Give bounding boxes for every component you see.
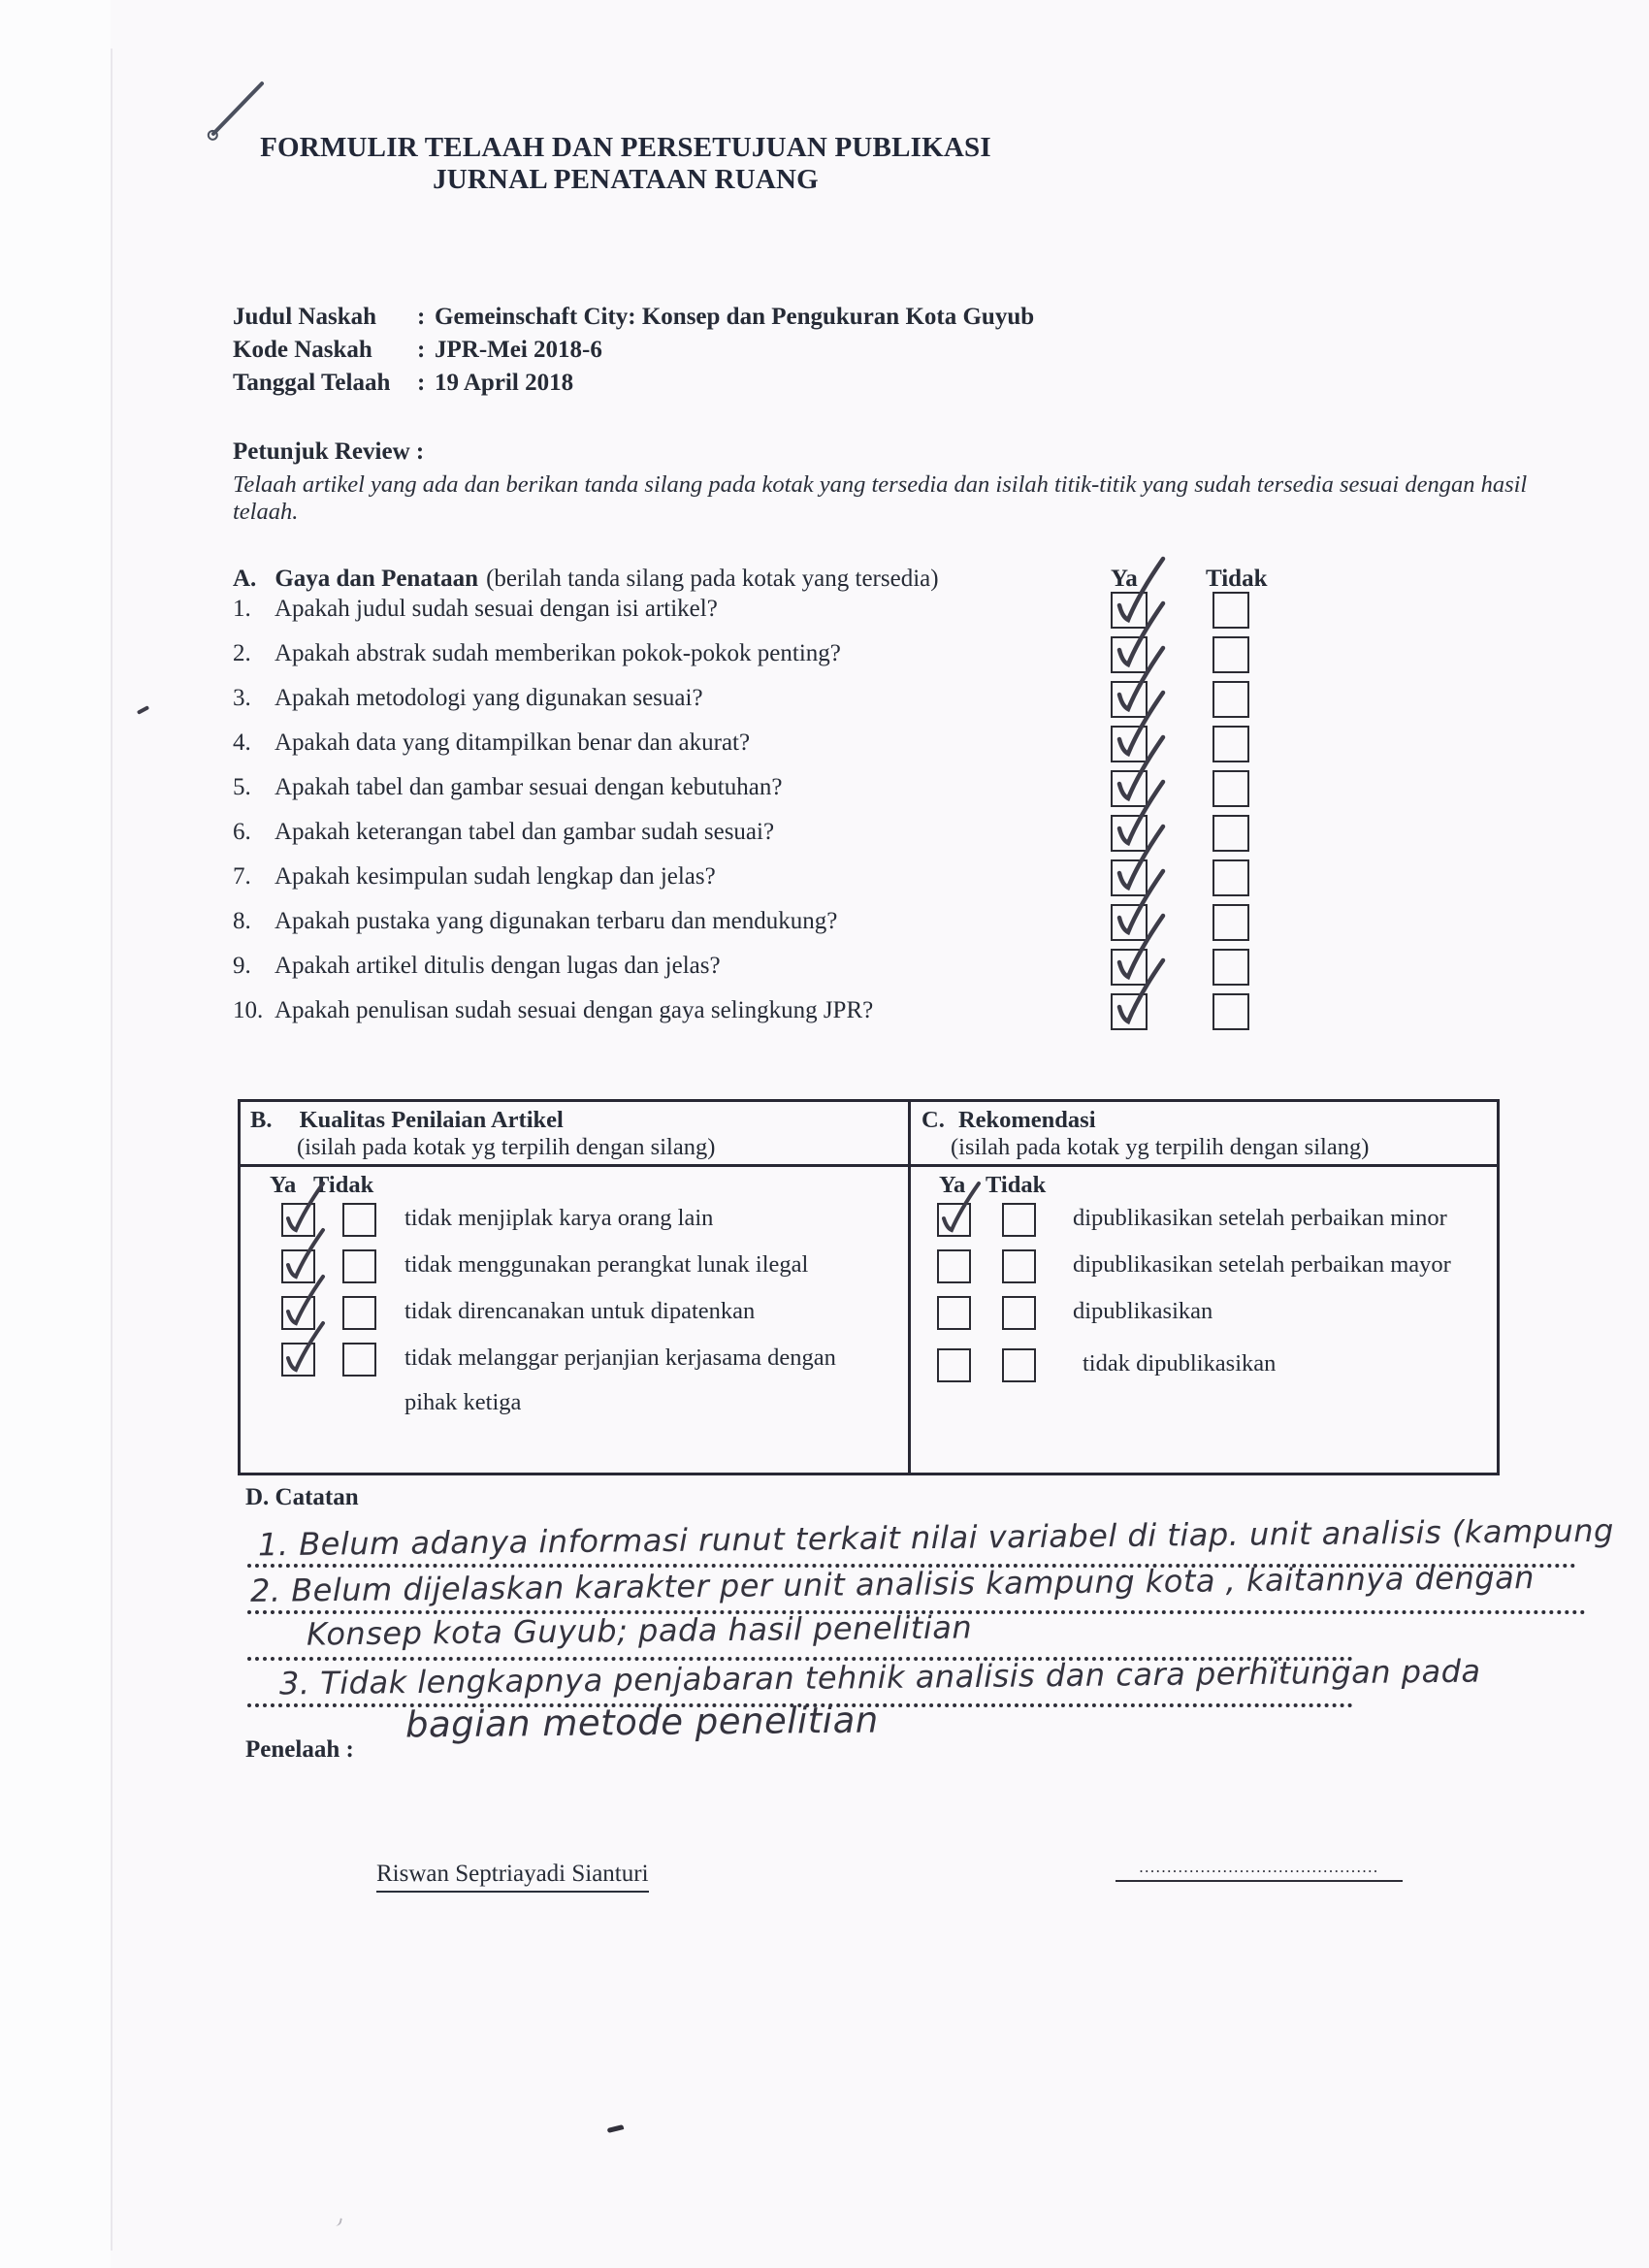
meta-colon: : <box>417 337 426 363</box>
section-b-col-tidak: Tidak <box>313 1172 374 1198</box>
question-row <box>233 592 1513 632</box>
section-d-heading: D. Catatan <box>245 1484 359 1510</box>
meta-colon: : <box>417 304 426 330</box>
checkbox-tidak[interactable] <box>1212 949 1249 986</box>
question-number: 6. <box>233 819 251 845</box>
checkbox-b-tidak[interactable] <box>342 1249 376 1283</box>
checkbox-b-ya[interactable] <box>281 1343 315 1377</box>
section-b-item-text2: pihak ketiga <box>404 1389 522 1415</box>
section-c-item-text: dipublikasikan <box>1073 1298 1213 1324</box>
question-row <box>233 726 1513 766</box>
checkbox-tidak[interactable] <box>1212 681 1249 718</box>
question-text: Apakah artikel ditulis dengan lugas dan jelas? <box>275 953 721 979</box>
section-b-header <box>250 1107 564 1134</box>
section-b-letter: B. <box>250 1107 273 1133</box>
assessment-table <box>238 1099 1500 1475</box>
handwritten-note-2: 2. Belum dijelaskan karakter per unit analisis kampung kota , kaitannya dengan <box>249 1559 1536 1609</box>
pen-bottom-mark <box>607 2124 625 2133</box>
section-c-header <box>922 1107 1096 1134</box>
checkbox-tidak[interactable] <box>1212 859 1249 896</box>
section-c-col-ya: Ya <box>939 1172 966 1198</box>
question-number: 9. <box>233 953 251 979</box>
meta-row-judul <box>233 301 1034 334</box>
column-header-tidak: Tidak <box>1206 566 1268 592</box>
question-text: Apakah judul sudah sesuai dengan isi artikel? <box>275 596 718 622</box>
question-row <box>233 815 1513 856</box>
checkbox-c-tidak[interactable] <box>1002 1296 1036 1330</box>
section-a-header <box>233 566 939 593</box>
section-c-subtitle: (isilah pada kotak yg terpilih dengan silang) <box>951 1134 1370 1160</box>
section-a-letter: A. <box>233 566 257 592</box>
question-text: Apakah data yang ditampilkan benar dan akurat? <box>275 729 751 756</box>
question-row <box>233 636 1513 677</box>
checkbox-tidak[interactable] <box>1212 815 1249 852</box>
checkbox-b-tidak[interactable] <box>342 1343 376 1377</box>
checkbox-tidak[interactable] <box>1212 770 1249 807</box>
form-title-line1: FORMULIR TELAAH DAN PERSETUJUAN PUBLIKASI <box>260 132 991 163</box>
question-row <box>233 681 1513 722</box>
meta-row-tanggal <box>233 367 1034 400</box>
table-column-divider <box>908 1102 911 1473</box>
meta-label: Tanggal Telaah <box>233 370 391 396</box>
question-text: Apakah kesimpulan sudah lengkap dan jelas? <box>275 863 716 890</box>
handwritten-note-1: 1. Belum adanya informasi runut terkait nilai variabel di tiap. unit analisis (kampung <box>257 1511 1615 1564</box>
page-fold-line <box>111 49 113 2251</box>
section-b-item-text: tidak menggunakan perangkat lunak ilegal <box>404 1251 809 1278</box>
question-number: 8. <box>233 908 251 934</box>
section-b-item-text: tidak melanggar perjanjian kerjasama dengan <box>404 1345 836 1371</box>
reviewer-label: Penelaah : <box>245 1736 354 1763</box>
checkbox-c-ya[interactable] <box>937 1296 971 1330</box>
checkbox-tidak[interactable] <box>1212 904 1249 941</box>
meta-row-kode <box>233 334 1034 367</box>
pen-faint-mark <box>333 2217 342 2226</box>
question-number: 2. <box>233 640 251 666</box>
question-row <box>233 949 1513 989</box>
question-number: 5. <box>233 774 251 800</box>
meta-label: Judul Naskah <box>233 304 376 330</box>
pen-slash-mark <box>210 81 265 136</box>
question-text: Apakah abstrak sudah memberikan pokok-pokok penting? <box>275 640 841 666</box>
meta-colon: : <box>417 370 426 396</box>
column-header-ya: Ya <box>1111 566 1138 592</box>
section-c-letter: C. <box>922 1107 945 1133</box>
pen-margin-mark <box>137 705 149 715</box>
question-number: 4. <box>233 729 251 756</box>
section-c-title: Rekomendasi <box>957 1107 1096 1133</box>
section-c-item-text: dipublikasikan setelah perbaikan mayor <box>1073 1251 1451 1278</box>
checkbox-tidak[interactable] <box>1212 592 1249 629</box>
question-number: 1. <box>233 596 251 622</box>
section-a-note: (berilah tanda silang pada kotak yang tersedia) <box>486 566 939 592</box>
section-a-title: Gaya dan Penataan <box>275 566 479 592</box>
meta-label: Kode Naskah <box>233 337 372 363</box>
question-text: Apakah pustaka yang digunakan terbaru dan mendukung? <box>275 908 838 934</box>
question-number: 10. <box>233 997 264 1023</box>
question-row <box>233 770 1513 811</box>
table-header-rule <box>241 1164 1497 1167</box>
question-row <box>233 859 1513 900</box>
section-b-col-ya: Ya <box>270 1172 297 1198</box>
form-title <box>233 132 1018 196</box>
checkbox-c-ya[interactable] <box>937 1249 971 1283</box>
question-text: Apakah keterangan tabel dan gambar sudah sesuai? <box>275 819 775 845</box>
signature-dotted-line[interactable]: ........................................... <box>1116 1855 1403 1882</box>
section-c-col-tidak: Tidak <box>986 1172 1047 1198</box>
checkbox-tidak[interactable] <box>1212 993 1249 1030</box>
meta-value-kode: JPR-Mei 2018-6 <box>435 337 602 363</box>
handwritten-note-5: bagian metode penelitian <box>404 1699 879 1746</box>
meta-value-tanggal: 19 April 2018 <box>435 370 574 396</box>
question-text: Apakah metodologi yang digunakan sesuai? <box>275 685 703 711</box>
checkbox-c-tidak[interactable] <box>1002 1203 1036 1237</box>
section-c-item-text: tidak dipublikasikan <box>1083 1350 1277 1377</box>
review-instructions-body: Telaah artikel yang ada dan berikan tanda silang pada kotak yang tersedia dan isilah titik-titik yang sudah tersedia sesuai dengan hasil telaah. <box>233 471 1528 525</box>
section-c-item-text: dipublikasikan setelah perbaikan minor <box>1073 1205 1447 1231</box>
review-instructions-heading: Petunjuk Review : <box>233 438 425 465</box>
page-margin-strip <box>0 0 111 2268</box>
section-b-item-text: tidak direncanakan untuk dipatenkan <box>404 1298 756 1324</box>
meta-value-judul: Gemeinschaft City: Konsep dan Pengukuran Kota Guyub <box>435 304 1035 330</box>
question-text: Apakah penulisan sudah sesuai dengan gaya selingkung JPR? <box>275 997 874 1023</box>
checkbox-c-tidak[interactable] <box>1002 1348 1036 1382</box>
checkbox-tidak[interactable] <box>1212 636 1249 673</box>
checkbox-b-tidak[interactable] <box>342 1203 376 1237</box>
form-title-line2: JURNAL PENATAAN RUANG <box>433 164 819 195</box>
question-number: 7. <box>233 863 251 890</box>
checkbox-c-tidak[interactable] <box>1002 1249 1036 1283</box>
section-b-item-text: tidak menjiplak karya orang lain <box>404 1205 714 1231</box>
section-b-title: Kualitas Penilaian Artikel <box>299 1107 564 1133</box>
question-row <box>233 904 1513 945</box>
handwritten-note-3: Konsep kota Guyub; pada hasil penelitian <box>306 1608 973 1653</box>
checkbox-b-tidak[interactable] <box>342 1296 376 1330</box>
question-row <box>233 993 1513 1034</box>
checkbox-c-ya[interactable] <box>937 1348 971 1382</box>
handwritten-note-4: 3. Tidak lengkapnya penjabaran tehnik analisis dan cara perhitungan pada <box>278 1652 1481 1702</box>
reviewer-name: Riswan Septriayadi Sianturi <box>376 1861 649 1893</box>
question-number: 3. <box>233 685 251 711</box>
section-b-subtitle: (isilah pada kotak yg terpilih dengan silang) <box>297 1134 716 1160</box>
checkbox-ya[interactable] <box>1111 993 1148 1030</box>
section-a <box>233 566 1513 1060</box>
checkbox-tidak[interactable] <box>1212 726 1249 762</box>
manuscript-metadata <box>233 301 1034 400</box>
checkbox-c-ya[interactable] <box>937 1203 971 1237</box>
question-text: Apakah tabel dan gambar sesuai dengan kebutuhan? <box>275 774 783 800</box>
